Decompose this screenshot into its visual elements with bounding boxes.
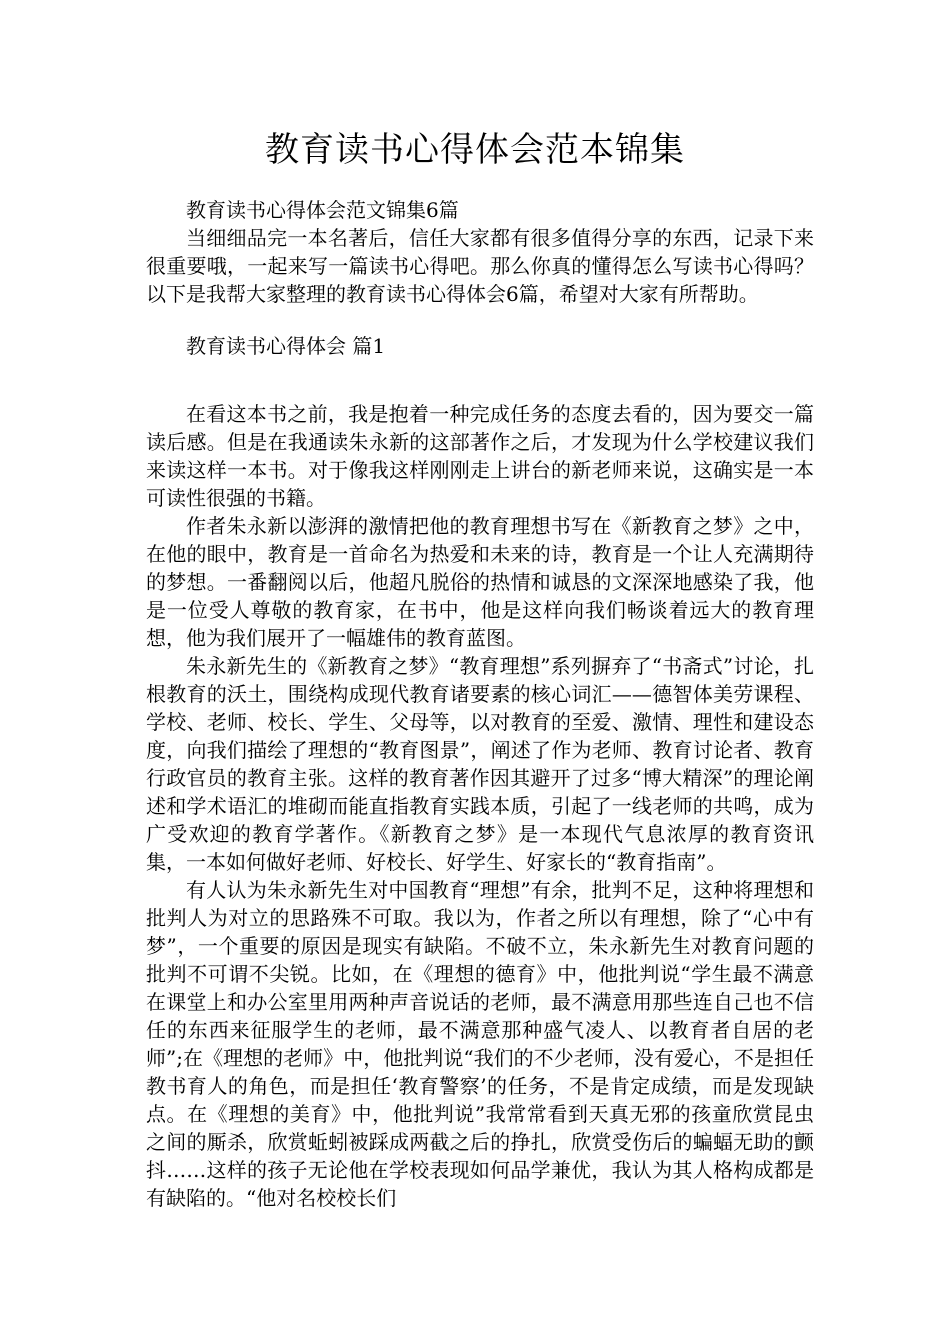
document-body bbox=[146, 196, 814, 1212]
intro-paragraph: 当细细品完一本名著后，信任大家都有很多值得分享的东西，记录下来很重要哦，一起来写一篇读书心得吧。那么你真的懂得怎么写读书心得吗？以下是我帮大家整理的教育读书心得体会6篇，希望对大家有所帮助。 bbox=[146, 226, 814, 306]
section-heading: 教育读书心得体会 篇1 bbox=[186, 334, 386, 358]
document-title: 教育读书心得体会范本锦集 bbox=[265, 130, 685, 170]
spacer bbox=[146, 360, 814, 400]
document-subtitle: 教育读书心得体会范文锦集6篇 bbox=[186, 198, 459, 222]
body-paragraph: 在看这本书之前，我是抱着一种完成任务的态度去看的，因为要交一篇读后感。但是在我通读朱永新的这部著作之后，才发现为什么学校建议我们来读这样一本书。对于像我这样刚刚走上讲台的新老师来说，这确实是一本可读性很强的书籍。 bbox=[146, 402, 814, 510]
body-paragraph: 朱永新先生的《新教育之梦》“教育理想”系列摒弃了“书斋式”讨论，扎根教育的沃土，围绕构成现代教育诸要素的核心词汇——德智体美劳课程、学校、老师、校长、学生、父母等，以对教育的至爱、激情、理性和建设态度，向我们描绘了理想的“教育图景”，阐述了作为老师、教育讨论者、教育行政官员的教育主张。这样的教育著作因其避开了过多“博大精深”的理论阐述和学术语汇的堆砌而能直指教育实践本质，引起了一线老师的共鸣，成为广受欢迎的教育学著作。《新教育之梦》是一本现代气息浓厚的教育资讯集，一本如何做好老师、好校长、好学生、好家长的“教育指南”。 bbox=[146, 654, 814, 874]
body-paragraph: 作者朱永新以澎湃的激情把他的教育理想书写在《新教育之梦》之中，在他的眼中，教育是一首命名为热爱和未来的诗，教育是一个让人充满期待的梦想。一番翻阅以后，他超凡脱俗的热情和诚恳的文深深地感染了我，他是一位受人尊敬的教育家，在书中，他是这样向我们畅谈着远大的教育理想，他为我们展开了一幅雄伟的教育蓝图。 bbox=[146, 514, 814, 650]
spacer bbox=[146, 308, 814, 332]
body-paragraph: 有人认为朱永新先生对中国教育“理想”有余，批判不足，这种将理想和批判人为对立的思路殊不可取。我以为，作者之所以有理想，除了“心中有梦”，一个重要的原因是现实有缺陷。不破不立，朱永新先生对教育问题的批判不可谓不尖锐。比如，在《理想的德育》中，他批判说“学生最不满意在课堂上和办公室里用两种声音说话的老师，最不满意用那些连自己也不信任的东西来征服学生的老师，最不满意那种盛气凌人、以教育者自居的老师”;在《理想的老师》中，他批判说“我们的不少老师，没有爱心，不是担任教书育人的角色，而是担任‘教育警察’的任务，不是肯定成绩，而是发现缺点。在《理想的美育》中，他批判说”我常常看到天真无邪的孩童欣赏昆虫之间的厮杀，欣赏蚯蚓被踩成两截之后的挣扎，欣赏受伤后的蝙蝠无助的颤抖……这样的孩子无论他在学校表现如何品学兼优，我认为其人格构成都是有缺陷的。“他对名校校长们 bbox=[146, 878, 814, 1210]
